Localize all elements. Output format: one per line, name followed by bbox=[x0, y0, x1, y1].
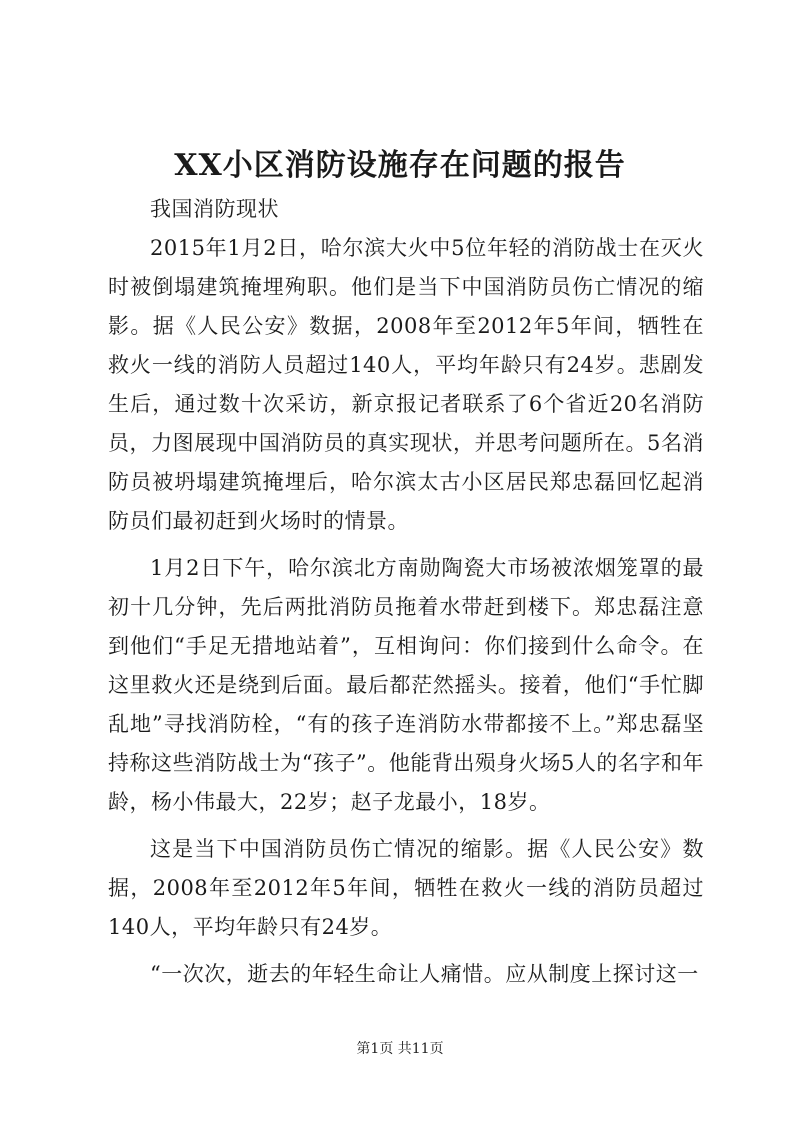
paragraph: 这是当下中国消防员伤亡情况的缩影。据《人民公安》数据，2008年至2012年5年间，牺牲在救火一线的消防员超过140人，平均年龄只有24岁。 bbox=[108, 837, 704, 939]
paragraph: “一次次，逝去的年轻生命让人痛惜。应从制度上探讨这一 bbox=[150, 962, 699, 986]
paragraph: 1月2日下午，哈尔滨北方南勋陶瓷大市场被浓烟笼罩的最初十几分钟，先后两批消防员拖着水带赶到楼下。郑忠磊注意到他们“手足无措地站着”，互相询问：你们接到什么命令。在这里救火还是绕到后面。最后都茫然摇头。接着，他们“手忙脚乱地”寻找消防栓，“有的孩子连消防水带都接不上。”郑忠磊坚持称这些消防战士为“孩子”。他能背出殒身火场5人的名字和年龄，杨小伟最大，22岁；赵子龙最小，18岁。 bbox=[108, 556, 704, 814]
document-body bbox=[108, 190, 704, 994]
section-heading: 我国消防现状 bbox=[150, 197, 279, 221]
document-title: XX小区消防设施存在问题的报告 bbox=[174, 148, 626, 183]
page-number-footer: 第1页 共11页 bbox=[356, 1041, 444, 1057]
paragraph: 2015年1月2日，哈尔滨大火中5位年轻的消防战士在灭火时被倒塌建筑掩埋殉职。他们是当下中国消防员伤亡情况的缩影。据《人民公安》数据，2008年至2012年5年间，牺牲在救火一线的消防人员超过140人，平均年龄只有24岁。悲剧发生后，通过数十次采访，新京报记者联系了6个省近20名消防员，力图展现中国消防员的真实现状，并思考问题所在。5名消防员被坍塌建筑掩埋后，哈尔滨太古小区居民郑忠磊回忆起消防员们最初赶到火场时的情景。 bbox=[108, 236, 704, 533]
